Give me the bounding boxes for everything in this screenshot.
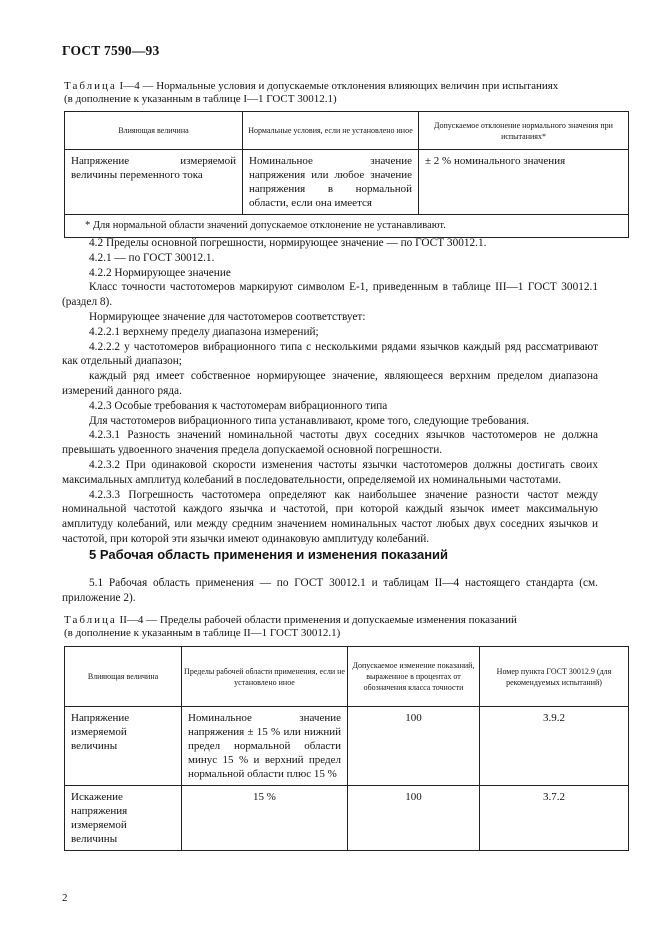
table2 [64, 646, 629, 851]
table1-caption-word: Таблица [64, 80, 117, 92]
table1-caption [64, 79, 558, 93]
table-cell: 100 [405, 791, 422, 803]
table1-caption-text: I—4 — Нормальные условия и допускаемые отклонения влияющих величин при испытаниях [116, 80, 559, 92]
paragraph: Нормирующее значение для частотомеров соответствует: [89, 310, 366, 323]
paragraph: 4.2.3.1 Разность значений номинальной частоты двух соседних язычков частотомеров не должна превышать удвоенного значения предела допускаемой основной погрешности. [62, 429, 598, 457]
table-cell: Напряжение измеряемой величины [71, 712, 130, 752]
table2-caption-line2: (в дополнение к указанным в таблице II—1 ГОСТ 30012.1) [64, 627, 341, 639]
table-cell: 3.7.2 [543, 791, 565, 803]
section5-body [62, 576, 598, 606]
paragraph: 4.2.3.2 При одинаковой скорости изменения частоты язычки частотомеров должны достигать своих максимальных амплитуд колебаний в последовательности, определяемой их номинальными частотами. [62, 458, 598, 486]
table-cell: 15 % [253, 791, 276, 803]
table2-caption [64, 613, 517, 627]
table1-header-cell: Допускаемое отклонение нормального значения при испытаниях* [419, 112, 629, 150]
table-cell: 3.9.2 [543, 712, 565, 724]
table2-header-cell: Влияющая величина [65, 647, 182, 707]
table-cell: Искажение напряжения измеряемой величины [71, 791, 128, 845]
table1-header-row [65, 112, 629, 150]
paragraph: 4.2.2.1 верхнему пределу диапазона измерений; [89, 325, 319, 338]
table-cell: ± 2 % номинального значения [425, 155, 566, 167]
table1-header-cell: Нормальные условия, если не установлено иное [243, 112, 419, 150]
section-heading: 5 Рабочая область применения и изменения показаний [89, 547, 449, 562]
table-row [65, 786, 629, 851]
table-cell: Напряжение измеряемой величины переменного тока [71, 155, 236, 181]
paragraph: 4.2.2.2 у частотомеров вибрационного типа с несколькими рядами язычков каждый ряд рассматривают как отдельный диапазон; [62, 340, 598, 368]
paragraph: 5.1 Рабочая область применения — по ГОСТ 30012.1 и таблицам II—4 настоящего стандарта (см. приложение 2). [62, 577, 598, 604]
page-number: 2 [62, 892, 68, 904]
table-row [65, 150, 629, 215]
paragraph: 4.2.2 Нормирующее значение [89, 266, 231, 279]
table-cell: Номинальное значение напряжения или любое значение напряжения в нормальной области, если она имеется [249, 155, 412, 209]
paragraph: Класс точности частотомеров маркируют символом Е-1, приведенным в таблице III—1 ГОСТ 30012.1 (раздел 8). [62, 281, 598, 309]
table1-note: * Для нормальной области значений допускаемое отклонение не устанавливают. [85, 220, 446, 231]
paragraph: 4.2.3.3 Погрешность частотомера определяют как наибольшее значение разности частот между номинальной частотой каждого язычка и частотой, при которой каждый язычок имеет максимальную амплитуду колебаний, или между средним значением номинальных частот любых двух соседних язычков и частотой, при которой эти язычки имеют одинаковую амплитуду колебаний. [62, 488, 598, 545]
table1 [64, 111, 629, 238]
table-cell: Номинальное значение напряжения ± 15 % или нижний предел нормальной области минус 15 % и верхний предел нормальной области плюс 15 % [188, 712, 341, 780]
table1-note-row [65, 215, 629, 238]
table2-header-cell: Пределы рабочей области применения, если не установлено иное [182, 647, 348, 707]
paragraph: Для частотомеров вибрационного типа устанавливают, кроме того, следующие требования. [89, 414, 530, 427]
table2-header-cell: Номер пункта ГОСТ 30012.9 (для рекомендуемых испытаний) [480, 647, 629, 707]
table-cell: 100 [405, 712, 422, 724]
table2-caption-word: Таблица [64, 614, 117, 626]
document-header: ГОСТ 7590—93 [62, 43, 160, 58]
paragraph: 4.2.1 — по ГОСТ 30012.1. [89, 251, 215, 264]
table2-caption-text: II—4 — Пределы рабочей области применения и допускаемые изменения показаний [116, 614, 517, 626]
body-text [62, 236, 598, 547]
table2-header-cell: Допускаемое изменение показаний, выраженное в процентах от обозначения класса точности [348, 647, 480, 707]
table2-header-row [65, 647, 629, 707]
paragraph: каждый ряд имеет собственное нормирующее значение, являющееся верхним пределом диапазона измерений данного ряда. [62, 370, 598, 397]
table1-header-cell: Влияющая величина [65, 112, 243, 150]
table-row [65, 707, 629, 786]
paragraph: 4.2.3 Особые требования к частотомерам вибрационного типа [89, 399, 388, 412]
paragraph: 4.2 Пределы основной погрешности, нормирующее значение — по ГОСТ 30012.1. [89, 237, 487, 249]
table1-caption-line2: (в дополнение к указанным в таблице I—1 ГОСТ 30012.1) [64, 93, 337, 105]
